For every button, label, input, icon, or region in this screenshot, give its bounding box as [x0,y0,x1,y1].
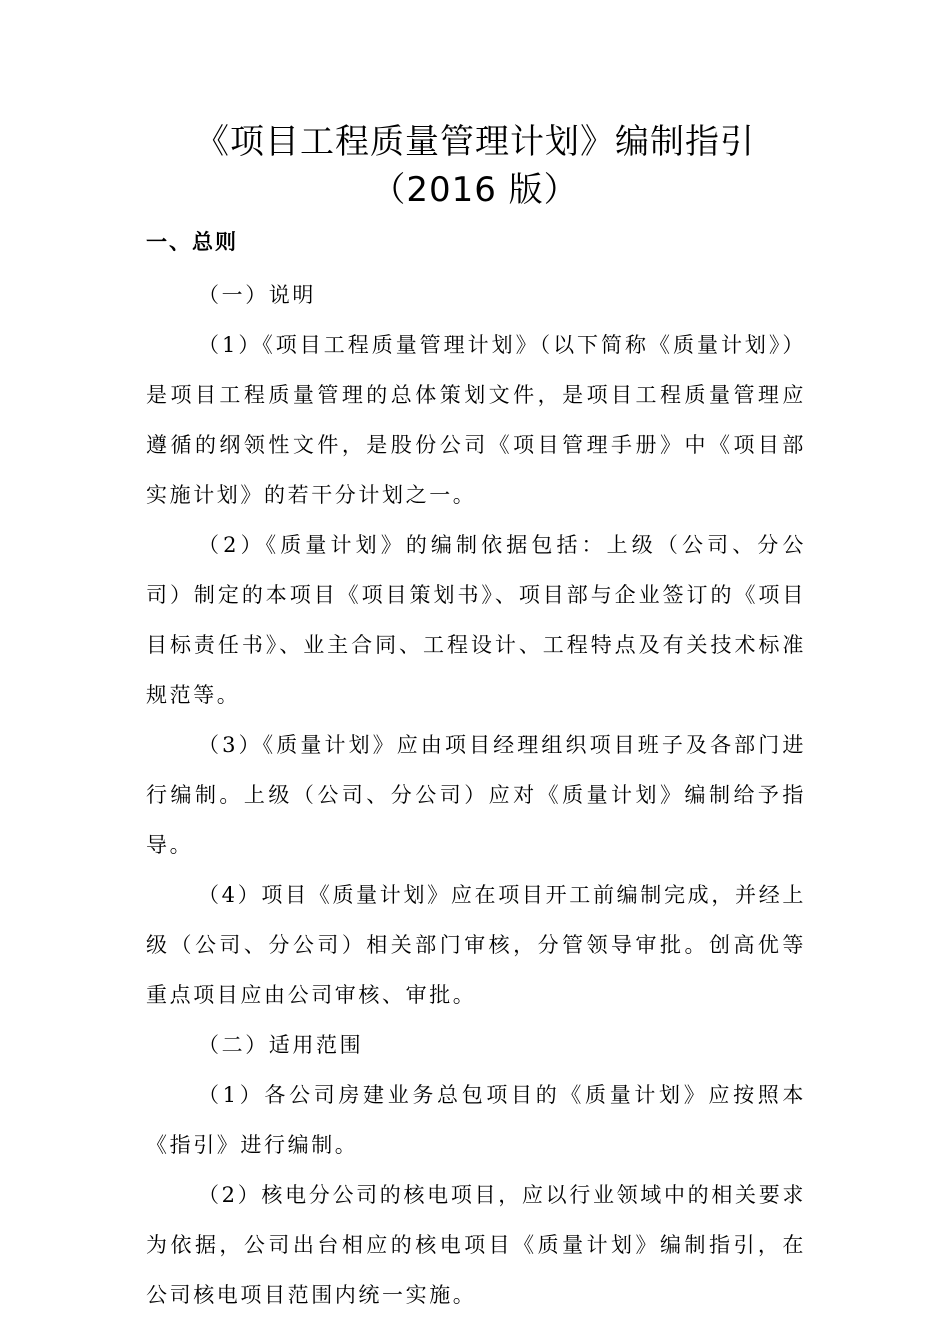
paragraph-item-1: （1）《项目工程质量管理计划》（以下简称《质量计划》）是项目工程质量管理的总体策划文件，是项目工程质量管理应遵循的纲领性文件，是股份公司《项目管理手册》中《项目部实施计划》的若干分计划之一。 [146,333,806,507]
document-title: 《项目工程质量管理计划》编制指引 [195,122,755,162]
subheading-description: （一）说明 [198,283,316,307]
subheading-scope: （二）适用范围 [198,1033,364,1057]
paragraph-scope-item-2: （2）核电分公司的核电项目，应以行业领域中的相关要求为依据，公司出台相应的核电项目《质量计划》编制指引，在公司核电项目范围内统一实施。 [146,1183,806,1307]
section-heading-general: 一、总则 [146,230,238,254]
document-subtitle: （2016 版） [371,170,579,210]
paragraph-scope-item-1: （1）各公司房建业务总包项目的《质量计划》应按照本《指引》进行编制。 [146,1083,806,1157]
paragraph-item-4: （4）项目《质量计划》应在项目开工前编制完成，并经上级（公司、分公司）相关部门审核，分管领导审批。创高优等重点项目应由公司审核、审批。 [146,883,806,1007]
paragraph-item-3: （3）《质量计划》应由项目经理组织项目班子及各部门进行编制。上级（公司、分公司）应对《质量计划》编制给予指导。 [146,733,806,857]
section-body [146,270,806,1320]
paragraph-item-2: （2）《质量计划》的编制依据包括：上级（公司、分公司）制定的本项目《项目策划书》、项目部与企业签订的《项目目标责任书》、业主合同、工程设计、工程特点及有关技术标准规范等。 [146,533,806,707]
